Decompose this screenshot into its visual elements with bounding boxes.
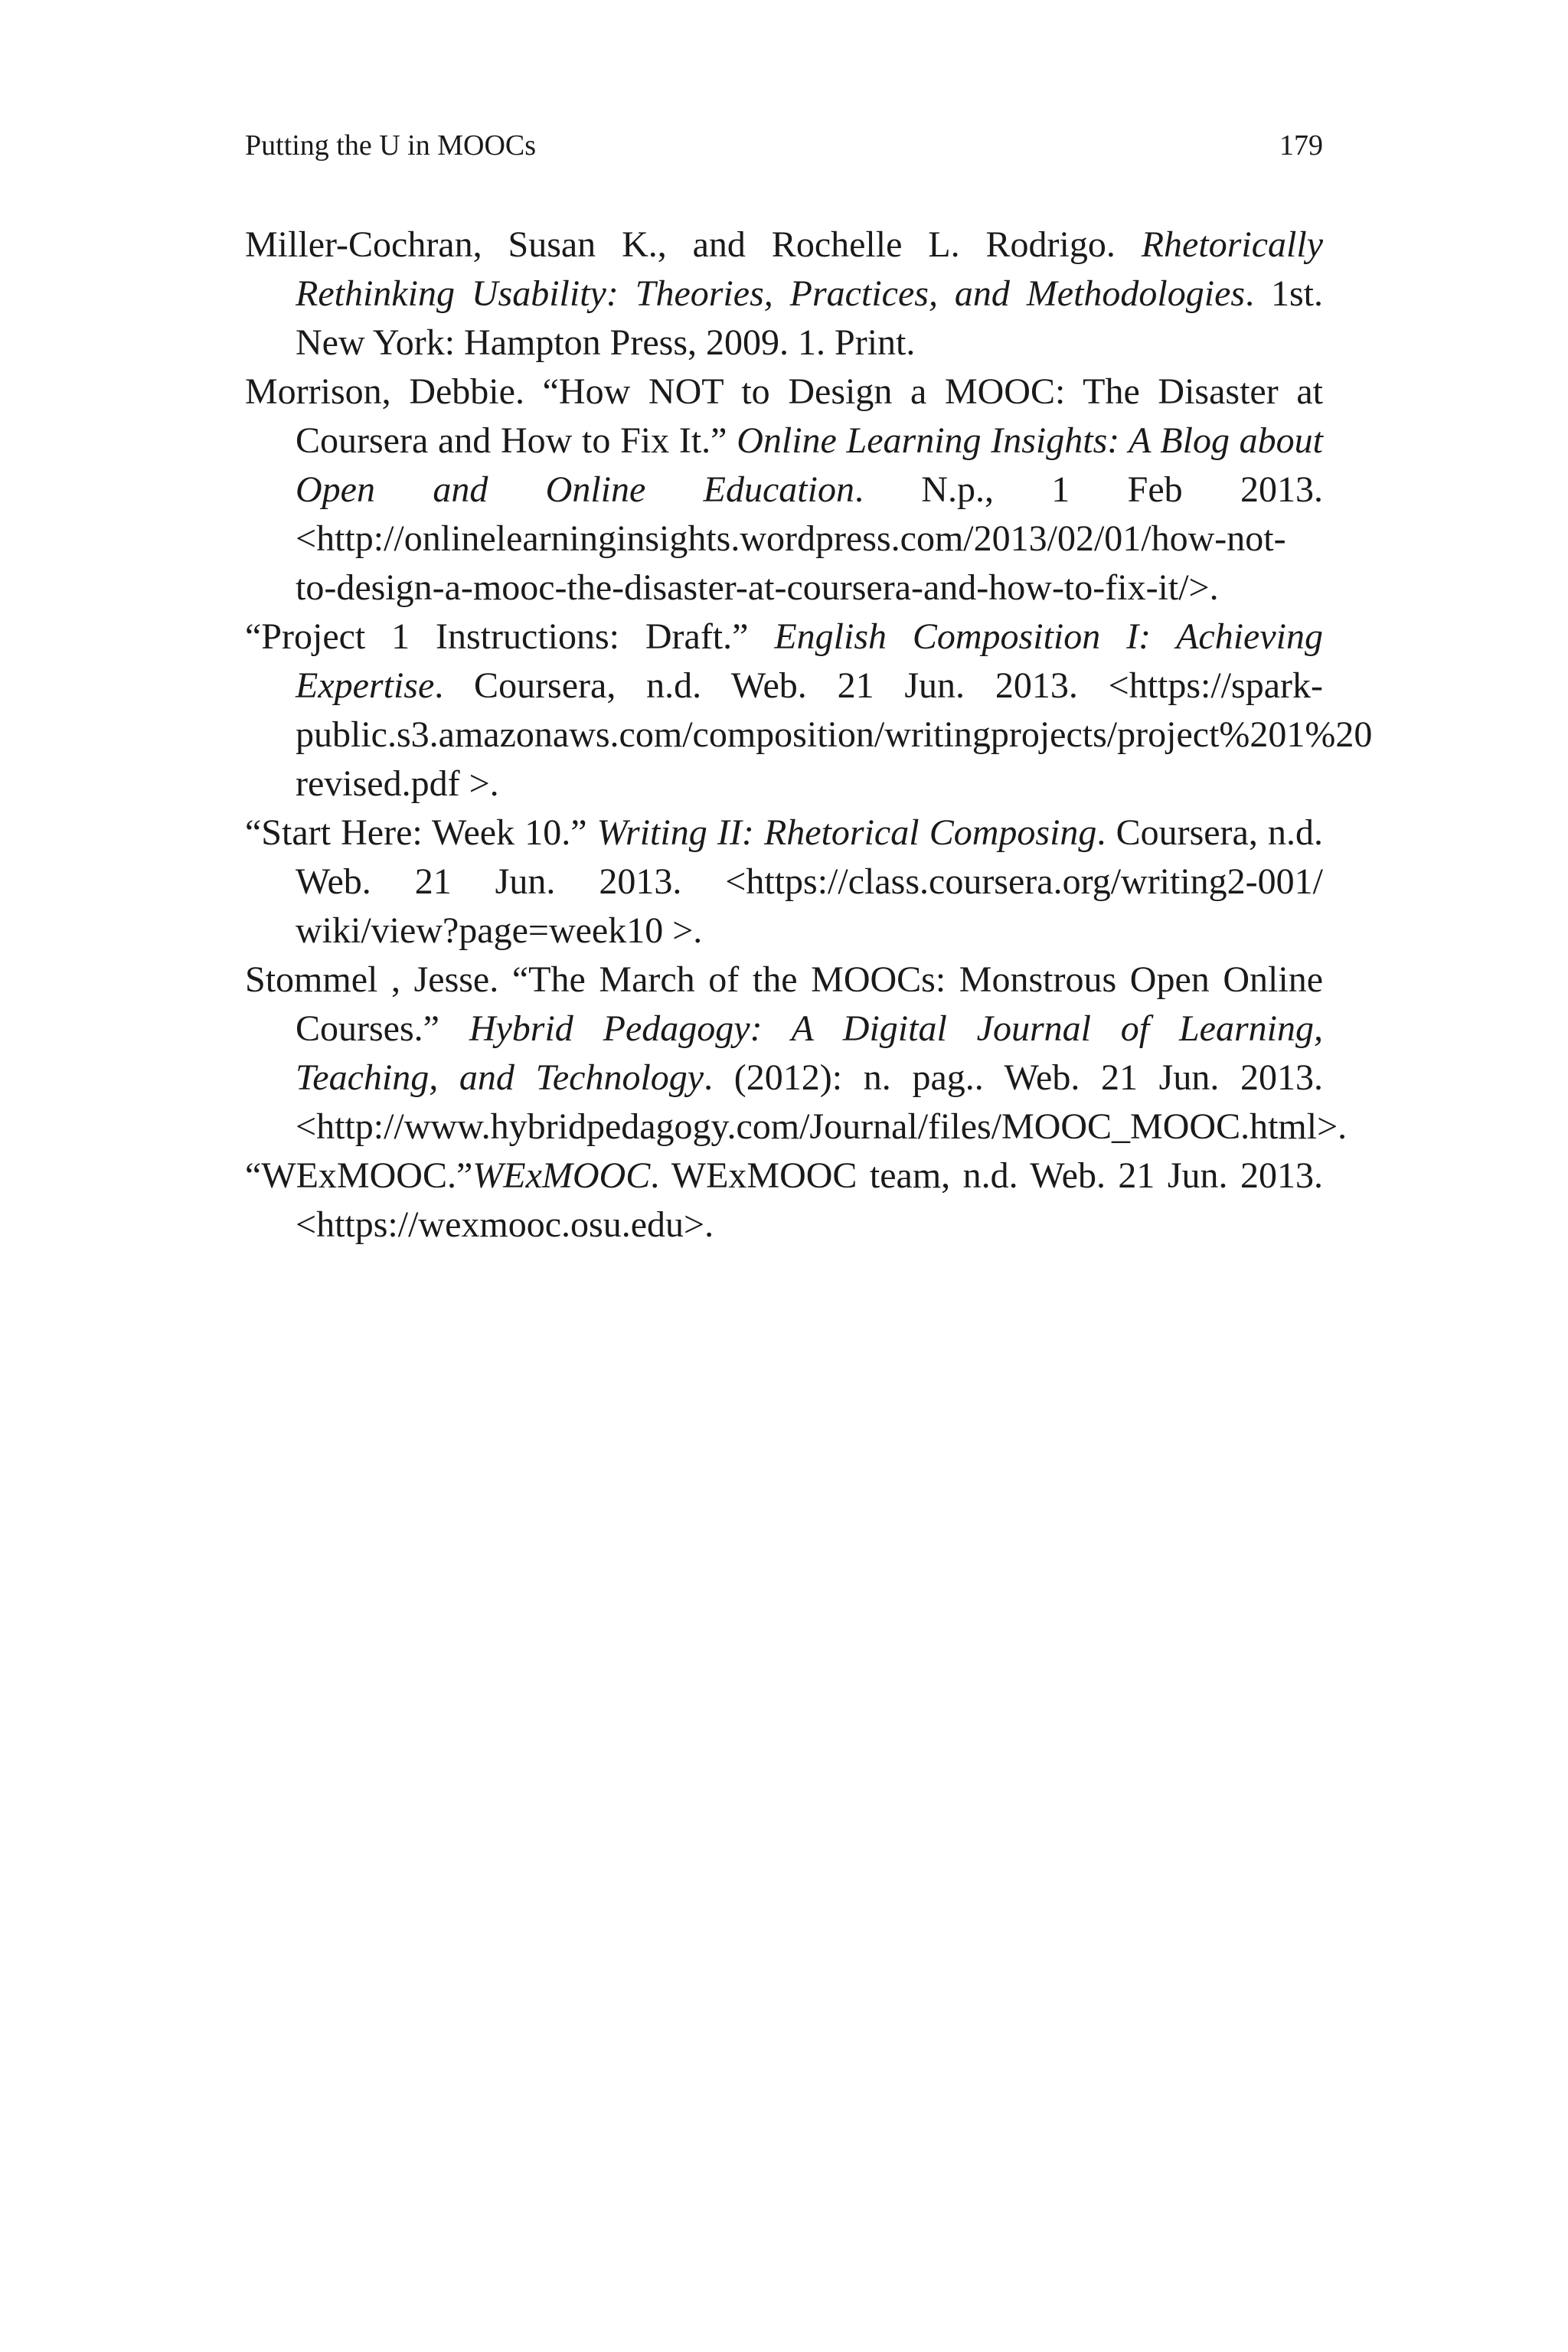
reference-entry xyxy=(245,956,1348,1152)
reference-entry xyxy=(245,612,1373,808)
reference-title: Online Learning Insights: A Blog about Open and Online Education xyxy=(296,420,1323,510)
page-number: 179 xyxy=(1279,129,1323,162)
running-head xyxy=(245,122,1323,168)
reference-text: Morrison, Debbie. “How NOT to Design a MOOC: The Disaster at Coursera and How to Fix It.” xyxy=(245,371,1323,461)
running-title: Putting the U in MOOCs xyxy=(245,129,537,162)
reference-text: . WExMOOC team, n.d. Web. 21 Jun. 2013. <https://wexmooc.osu.edu>. xyxy=(296,1155,1323,1245)
reference-text: . (2012): n. pag.. Web. 21 Jun. 2013. <http://www.hybridpedagogy.com/Journal/files/MOOC_MOOC.html>. xyxy=(296,1057,1348,1147)
reference-entry xyxy=(245,808,1323,956)
reference-text: Miller-Cochran, Susan K., and Rochelle L. Rodrigo. xyxy=(245,224,1142,265)
works-cited-list xyxy=(245,220,1373,1250)
reference-text: “WExMOOC.” xyxy=(245,1155,473,1196)
reference-title: WExMOOC xyxy=(472,1155,651,1196)
reference-entry xyxy=(245,1152,1323,1250)
reference-title: Hybrid Pedagogy: A Digital Journal of Learning, Teaching, and Technology xyxy=(296,1008,1323,1098)
reference-text: “Start Here: Week 10.” xyxy=(245,812,597,853)
reference-title: English Composition I: Achieving Expertise xyxy=(296,616,1323,706)
reference-text: . Coursera, n.d. Web. 21 Jun. 2013. <https://spark- public.s3.amazonaws.com/composition/writingprojects/project%201%20 revised.pdf >. xyxy=(296,665,1373,804)
reference-title: Rhetorically Rethinking Usability: Theories, Practices, and Methodologies xyxy=(296,224,1323,314)
reference-entry xyxy=(245,368,1323,612)
reference-text: . N.p., 1 Feb 2013. <http://onlinelearninginsights.wordpress.com/2013/02/01/how-not-to-design-a-mooc-the-disaster-at-coursera-and-how-to-fix-it/>. xyxy=(296,469,1324,608)
reference-title: Writing II: Rhetorical Composing xyxy=(596,812,1097,853)
reference-text: . 1st. New York: Hampton Press, 2009. 1. Print. xyxy=(296,273,1323,363)
reference-text: “Project 1 Instructions: Draft.” xyxy=(245,616,775,657)
reference-entry xyxy=(245,220,1323,368)
reference-text: . Coursera, n.d. Web. 21 Jun. 2013. <https://class.coursera.org/writing2-001/ wiki/view?page=week10 >. xyxy=(296,812,1323,951)
reference-text: Stommel , Jesse. “The March of the MOOCs: Monstrous Open Online Courses.” xyxy=(245,959,1323,1049)
